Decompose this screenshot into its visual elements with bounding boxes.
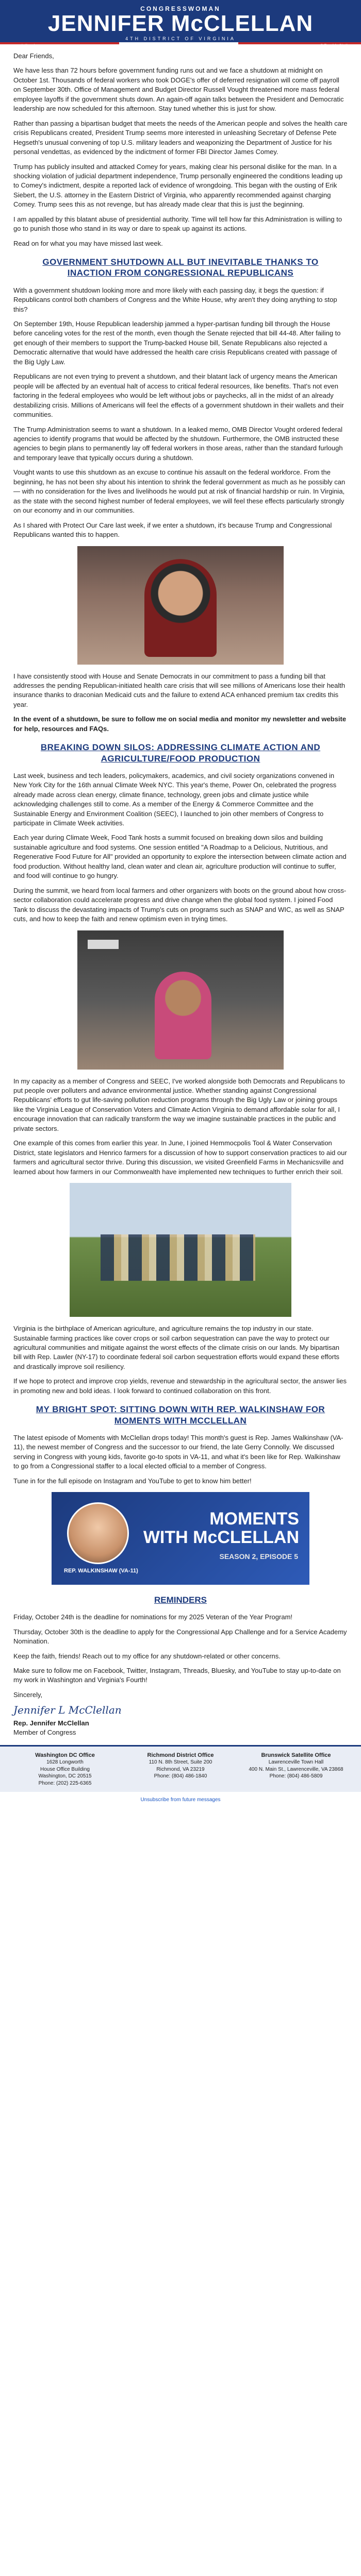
signer-name: Rep. Jennifer McClellan — [13, 1719, 89, 1727]
stage-sign — [88, 940, 119, 949]
intro-paragraph: We have less than 72 hours before government funding runs out and we face a shutdown at midnight on October 1st. Thousands of federal workers who took DOGE's offer of deferred resignation will come off payroll on September 30th. Office of Management and Budget Director Russell Vought threatened more mass federal employee layoffs if the government shuts down. An again-off again talks between the President and Democratic leadership are now scheduled for this afternoon. Stay tuned whether this is just for show. — [13, 66, 344, 113]
shutdown-paragraph: With a government shutdown looking more and more likely with each passing day, it begs the question: if Republicans control both chambers of Congress and the White House, why aren't they doing anything to stop this? — [13, 286, 337, 313]
promo-guest: REP. WALKINSHAW (VA-11) — [64, 1568, 138, 1574]
group-of-people — [101, 1234, 255, 1281]
promo-subtitle: SEASON 2, EPISODE 5 — [219, 1552, 298, 1561]
intro-paragraph: I am appalled by this blatant abuse of presidential authority. Time will tell how far this Administration is willing to go to punish those who stand in its way or dare to speak up against its actions. — [13, 215, 342, 233]
promo-title: MOMENTS WITH McCLELLAN — [143, 1509, 299, 1548]
office-block: Washington DC Office 1628 Longworth House Office Building Washington, DC 20515 Phone: (202) 225-6365 — [35, 1752, 95, 1786]
climate-section-title: BREAKING DOWN SILOS: ADDRESSING CLIMATE ACTION AND AGRICULTURE/FOOD PRODUCTION — [40, 742, 321, 764]
spotlight-section-title: MY BRIGHT SPOT: SITTING DOWN WITH REP. WALKINSHAW FOR MOMENTS WITH MCCLELLAN — [36, 1404, 325, 1426]
shutdown-paragraph: The Trump Administration seems to want a shutdown. In a leaked memo, OMB Director Vought ordered federal agencies to identify programs that would be affected by the shutdown. Furthermore, the OMB instructed these agencies to begin plans to permanently lay off federal workers in those areas, rather than the standard furlough and temporary leave that typically occurs during a shutdown. — [13, 425, 343, 462]
climate-paragraph: Virginia is the birthplace of American agriculture, and agriculture remains the top industry in our state. Sustainable farming practices like cover crops or soil carbon sequestration can pave the way to protect our agricultural communities and mitigate against the worst effects of the climate crisis on our lands. My bipartisan bill with Rep. Lawler (NY-17) to coordinate federal soil carbon sequestration efforts would expand these efforts and drastically improve soil resiliency. — [13, 1325, 340, 1370]
masthead-name: JENNIFER McCLELLAN — [47, 11, 314, 36]
shutdown-paragraph: On September 19th, House Republican leadership jammed a hyper-partisan funding bill through the House before canceling votes for the rest of the month, even though the Senate rejected that bill 44-48. After failing to get enough of their members to support the Trump-backed House bill, Senate Republicans also rejected a Democratic alternative that would have addressed the health care crisis Republicans created with passage of the Big Ugly Law. — [13, 320, 341, 366]
climate-paragraph: One example of this comes from earlier this year. In June, I joined Hemmocpolis Tool & Water Conservation District, state legislators and Henrico farmers for a discussion of how to support conservation practices to aid our farmers and agricultural sector thrive. During this discussion, we visited Greenfield Farms in Mechanicsville and learned about how farmers in our Commonwealth have implemented new techniques to further enrich their soil. — [13, 1139, 347, 1176]
social-handle[interactable]: ●●● @RepMcClellan — [308, 43, 353, 48]
shutdown-section-title: GOVERNMENT SHUTDOWN ALL BUT INEVITABLE THANKS TO INACTION FROM CONGRESSIONAL REPUBLICANS — [42, 257, 319, 278]
masthead-kicker: CONGRESSWOMAN — [140, 5, 221, 12]
signature: Jennifer L McClellan — [13, 1704, 122, 1717]
spotlight-paragraph: Tune in for the full episode on Instagram and YouTube to get to know him better! — [13, 1477, 252, 1485]
shutdown-paragraph: Vought wants to use this shutdown as an excuse to continue his assault on the federal workforce. From the beginning, he has not been shy about his intention to shrink the federal government as much as he possibly can — with no consideration for the lives and livelihoods he would put at risk of financial hardship or ruin. In Virginia, as the state with the second highest number of federal employees, we will feel these effects particularly strongly on our economy and in our communities. — [13, 468, 346, 515]
reminder-item: Friday, October 24th is the deadline for nominations for my 2025 Veteran of the Year Program! — [13, 1613, 293, 1621]
reminder-item: Thursday, October 30th is the deadline to apply for the Congressional App Challenge and for a Service Academy Nomination. — [13, 1628, 347, 1646]
climate-paragraph: If we hope to protect and improve crop yields, revenue and stewardship in the agricultural sector, the answer lies in promoting new and bold ideas. I look forward to continued collaboration on this front. — [13, 1377, 347, 1395]
intro-paragraph: Rather than passing a bipartisan budget that meets the needs of the American people and solves the health care crisis Republicans created, President Trump seems more interested in unleashing Secretary of Defense Pete Hegseth's unusual convening of top U.S. military leaders and weaponizing the Department of Justice for his personal vendettas, as evidenced by the indictment of former FBI Director James Comey. — [13, 119, 348, 156]
interview-video-still[interactable] — [77, 546, 284, 665]
newsletter-content — [0, 44, 361, 1738]
reminders-title: REMINDERS — [154, 1595, 207, 1605]
office-block: Brunswick Satellite Office Lawrenceville Town Hall 400 N. Main St., Lawrenceville, VA 23868 Phone: (804) 486-5809 — [249, 1752, 343, 1780]
masthead — [0, 0, 361, 48]
signoff — [13, 1690, 348, 1738]
masthead-district: 4TH DISTRICT OF VIRGINIA — [125, 36, 236, 41]
person-silhouette — [144, 559, 217, 657]
globe-icon: ● — [8, 43, 11, 48]
intro-paragraph: Read on for what you may have missed last week. — [13, 239, 163, 247]
reminder-item: Make sure to follow me on Facebook, Twitter, Instagram, Threads, Bluesky, and YouTube to stay up-to-date on my work in Washington and Virginia's Fourth! — [13, 1666, 341, 1684]
climate-paragraph: Each year during Climate Week, Food Tank hosts a summit focused on breaking down silos and building sustainable agriculture and food systems. One session entitled "A Roadmap to a Delicious, Nutritious, and Regenerative Food Future for All" provided an opportunity to explore the intersection between climate action and food production. Without healthy land, clean water and clean air, agriculture production will continue to suffer, and food will continue to go hungry. — [13, 834, 347, 880]
office-footer — [0, 1745, 361, 1792]
shutdown-paragraph: Republicans are not even trying to prevent a shutdown, and their blatant lack of urgency means the American people will be affected by an eventual halt of access to critical federal resources, like benefits. That's not even factoring in the federal employees who would be left without jobs or paychecks, all in the midst of an already destabilizing crisis. Millions of Americans will feel the effects of a government shutdown in their wallets and their communities. — [13, 372, 344, 419]
shutdown-paragraph: As I shared with Protect Our Care last week, if we enter a shutdown, it's because Trump and Congressional Republicans wanted this to happen. — [13, 521, 332, 539]
guest-avatar — [67, 1502, 129, 1564]
climate-paragraph: During the summit, we heard from local farmers and other organizers with boots on the ground about how cross-sector collaboration could accelerate progress and drive change when the global food system. I joined Food Tank to discuss the devastating impacts of Trump's cuts on programs such as SNAP and WIC, as well as SNAP cuts, and how to keep the faith and renew optimism even in trying times. — [13, 886, 347, 923]
food-tank-panel-photo — [77, 930, 284, 1070]
reminder-item: Keep the faith, friends! Reach out to my office for any shutdown-related or other concerns. — [13, 1652, 281, 1660]
social-icons: ●●● — [308, 43, 317, 48]
unsubscribe-link[interactable]: Unsubscribe from future messages — [140, 1797, 221, 1803]
spotlight-paragraph: The latest episode of Moments with McClellan drops today! This month's guest is Rep. James Walkinshaw (VA-11), the newest member of Congress and the successor to our friend, the late Gerry Connolly. We discussed serving in Congress with young kids, favorite go-to spots in VA-11, and what it's been like for Rep. Walkinshaw to go from a Congressional staffer to a local elected official to a member of Congress. — [13, 1433, 343, 1470]
moments-promo-banner[interactable] — [52, 1492, 309, 1585]
climate-paragraph: Last week, business and tech leaders, policymakers, academics, and civil society organizations convened in New York City for the 16th annual Climate Week NYC. This year's theme, Power On, celebrated the progress already made across clean energy, climate finance, technology, green jobs and climate justice while acknowledging challenges still to come. As a member of the Energy & Commerce Committee and the Sustainable Energy and Environment Coalition (SEEC), I launched to join other members of Congress to participate in Climate Week activities. — [13, 771, 337, 827]
unsubscribe-area — [0, 1792, 361, 1808]
farm-visit-photo — [70, 1183, 291, 1317]
signer-title: Member of Congress — [13, 1728, 76, 1737]
shutdown-callout: In the event of a shutdown, be sure to follow me on social media and monitor my newsletter and website for help, resources and FAQs. — [13, 715, 347, 733]
closing: Sincerely, — [13, 1690, 43, 1699]
greeting: Dear Friends, — [13, 52, 54, 60]
intro-paragraph: Trump has publicly insulted and attacked Comey for years, making clear his personal dislike for the man. In a shocking violation of judicial department independence, Trump personally engineered the conditions leading up to Comey's indictment, despite a reported lack of evidence of wrongdoing. This began with the ousting of Erik Siebert, the U.S. attorney in the Eastern District of Virginia, who apparently recommended against charging Comey. Trump sees this as not revenge, but has already made clear that this is just the beginning. — [13, 162, 343, 209]
speaker-silhouette — [155, 972, 211, 1059]
shutdown-paragraph: I have consistently stood with House and Senate Democrats in our commitment to pass a funding bill that addresses the pending Republican-initiated health care crisis that will see millions of Americans lose their health insurance thanks to draconian Medicaid cuts and the failure to extend ACA enhanced premium tax credits this year. — [13, 672, 346, 708]
climate-paragraph: In my capacity as a member of Congress and SEEC, I've worked alongside both Democrats and Republicans to put people over polluters and advance environmental justice. Whether standing against Congressional Republicans' efforts to gut life-saving pollution reduction programs through the Big Ugly Law or joining groups like the Virginia League of Conservation Voters and Climate Action Virginia to demand affordable solar for all, I encourage innovation that can radically transform the way we imagine sustainable practices in the public and private sectors. — [13, 1077, 345, 1132]
website-link[interactable]: ● mcclellan.house.gov — [8, 43, 55, 48]
office-block: Richmond District Office 110 N. 8th Street, Suite 200 Richmond, VA 23219 Phone: (804) 486-1840 — [147, 1752, 214, 1780]
